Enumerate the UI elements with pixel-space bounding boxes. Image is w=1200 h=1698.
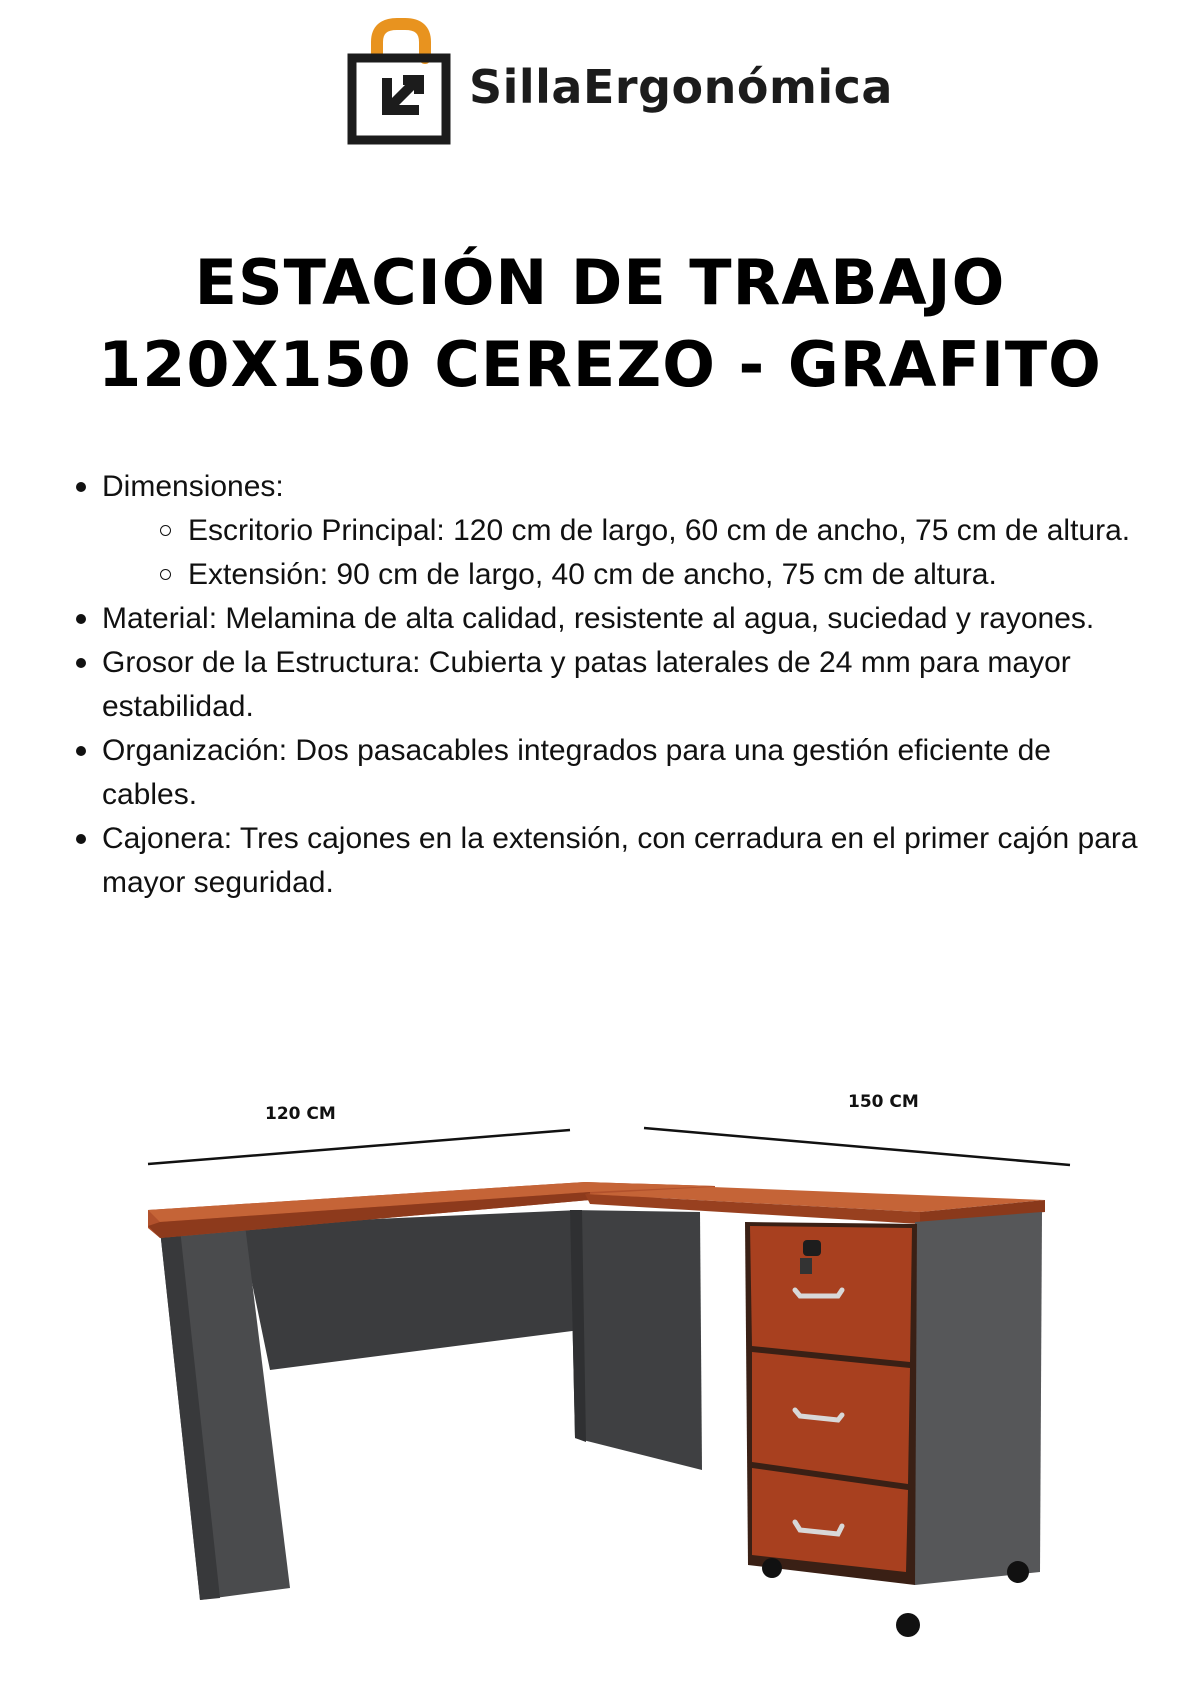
drawer-lock-icon xyxy=(803,1240,821,1256)
brand-logo xyxy=(347,18,907,148)
dimension-item-extension: Extensión: 90 cm de largo, 40 cm de ancho, 75 cm de altura. xyxy=(102,553,1150,597)
dimensions-sublist xyxy=(102,509,1150,597)
extension-side-panel xyxy=(915,1212,1042,1585)
spec-dimensions-label: Dimensiones: xyxy=(102,470,284,503)
desk-product-image xyxy=(0,1120,1200,1680)
product-title-line2: 120X150 CEREZO - GRAFITO xyxy=(98,328,1102,401)
spec-item-drawers: Cajonera: Tres cajones en la extensión, con cerradura en el primer cajón para mayor seguridad. xyxy=(70,817,1150,905)
dimension-line-150 xyxy=(644,1128,1070,1165)
brand-name: SillaErgonómica xyxy=(469,60,893,114)
spec-item-thickness: Grosor de la Estructura: Cubierta y patas laterales de 24 mm para mayor estabilidad. xyxy=(70,641,1150,729)
dimension-label-120: 120 CM xyxy=(265,1104,336,1124)
dimension-line-120 xyxy=(148,1130,570,1164)
desk-middle-leg xyxy=(570,1210,702,1470)
caster-wheel xyxy=(762,1558,782,1578)
spec-list xyxy=(70,465,1150,905)
product-title-line1: ESTACIÓN DE TRABAJO xyxy=(194,246,1006,319)
dimension-item-main-desk: Escritorio Principal: 120 cm de largo, 60 cm de ancho, 75 cm de altura. xyxy=(102,509,1150,553)
spec-item-material: Material: Melamina de alta calidad, resistente al agua, suciedad y rayones. xyxy=(70,597,1150,641)
spec-item-dimensions xyxy=(70,465,1150,597)
shopping-bag-logo-icon xyxy=(347,18,457,148)
dimension-label-150: 150 CM xyxy=(848,1092,919,1112)
desk-modesty-panel xyxy=(240,1210,580,1370)
spec-item-organization: Organización: Dos pasacables integrados para una gestión eficiente de cables. xyxy=(70,729,1150,817)
product-title xyxy=(0,242,1200,406)
caster-wheel xyxy=(1007,1561,1029,1583)
caster-wheel xyxy=(896,1613,920,1637)
